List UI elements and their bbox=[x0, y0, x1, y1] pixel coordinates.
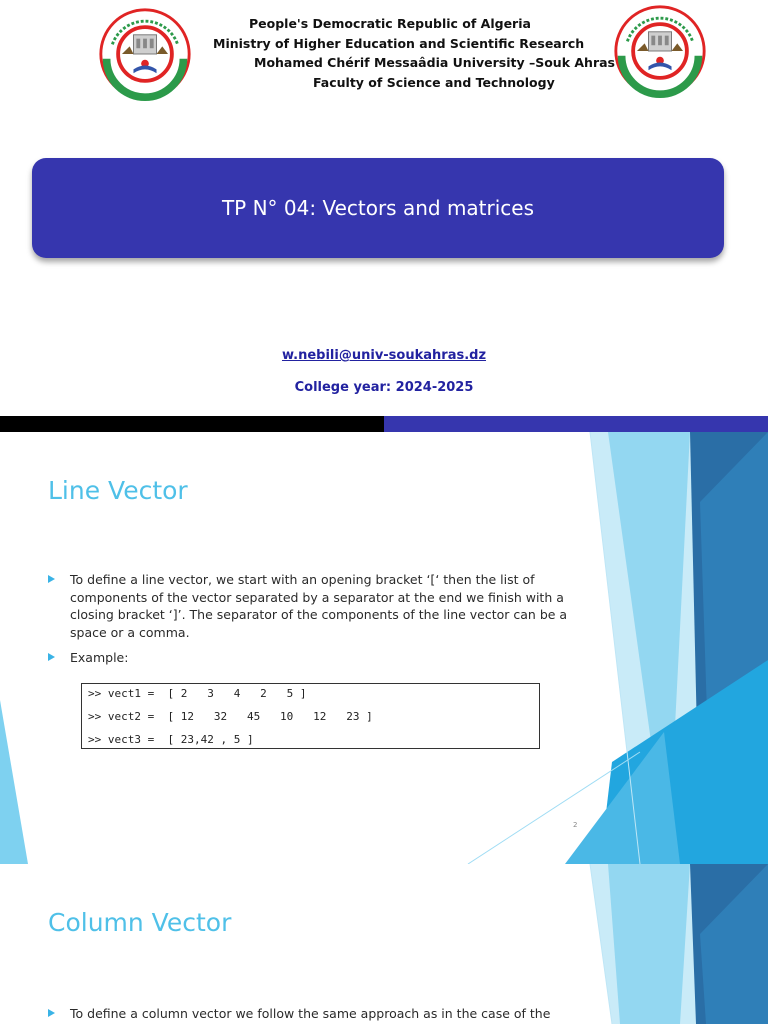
bullet-arrow-icon bbox=[48, 1009, 55, 1017]
slide-title-line-vector: Line Vector bbox=[48, 476, 188, 505]
author-email-link[interactable]: w.nebili@univ-soukahras.dz bbox=[281, 348, 487, 363]
matlab-code-example bbox=[81, 683, 540, 749]
institution-header bbox=[180, 14, 615, 92]
presentation-title: TP N° 04: Vectors and matrices bbox=[221, 196, 535, 220]
facet-decoration bbox=[0, 864, 768, 1024]
code-line-vect2: >> vect2 = [ 12 32 45 10 12 23 ] bbox=[88, 710, 373, 723]
university-logo-right bbox=[612, 3, 708, 99]
code-line-vect1: >> vect1 = [ 2 3 4 2 5 ] bbox=[88, 687, 307, 700]
bullet-text: To define a line vector, we start with an opening bracket ‘[‘ then the list of components of the vector separated by a separator at the end we finish with a closing bracket ‘]’. The separator of the components of the line vector can be a space or a comma. bbox=[70, 572, 568, 640]
header-line-ministry: Ministry of Higher Education and Scientific Research bbox=[213, 35, 585, 51]
presentation-title-box bbox=[32, 158, 724, 258]
bullet-definition bbox=[48, 1005, 578, 1023]
bullet-arrow-icon bbox=[48, 653, 55, 661]
university-logo-left bbox=[97, 6, 193, 102]
bullet-example bbox=[48, 649, 578, 667]
cover-slide bbox=[0, 0, 768, 416]
header-line-faculty: Faculty of Science and Technology bbox=[313, 74, 555, 90]
slide-title-column-vector: Column Vector bbox=[48, 908, 232, 937]
slide-divider-black bbox=[0, 416, 384, 432]
slide-page-number: 2 bbox=[573, 821, 578, 829]
bullet-text: To define a column vector we follow the same approach as in the case of the bbox=[70, 1006, 551, 1021]
college-year: College year: 2024-2025 bbox=[294, 380, 474, 395]
bullet-definition bbox=[48, 571, 578, 641]
line-vector-slide bbox=[0, 432, 768, 864]
bullet-text: Example: bbox=[70, 650, 129, 665]
header-line-university: Mohamed Chérif Messaâdia University –Souk Ahras bbox=[254, 55, 615, 70]
code-line-vect3: >> vect3 = [ 23,42 , 5 ] bbox=[88, 733, 254, 746]
column-vector-slide bbox=[0, 864, 768, 1024]
bullet-arrow-icon bbox=[48, 575, 55, 583]
header-line-country: People's Democratic Republic of Algeria bbox=[249, 16, 531, 31]
slide-divider-blue bbox=[384, 416, 768, 432]
